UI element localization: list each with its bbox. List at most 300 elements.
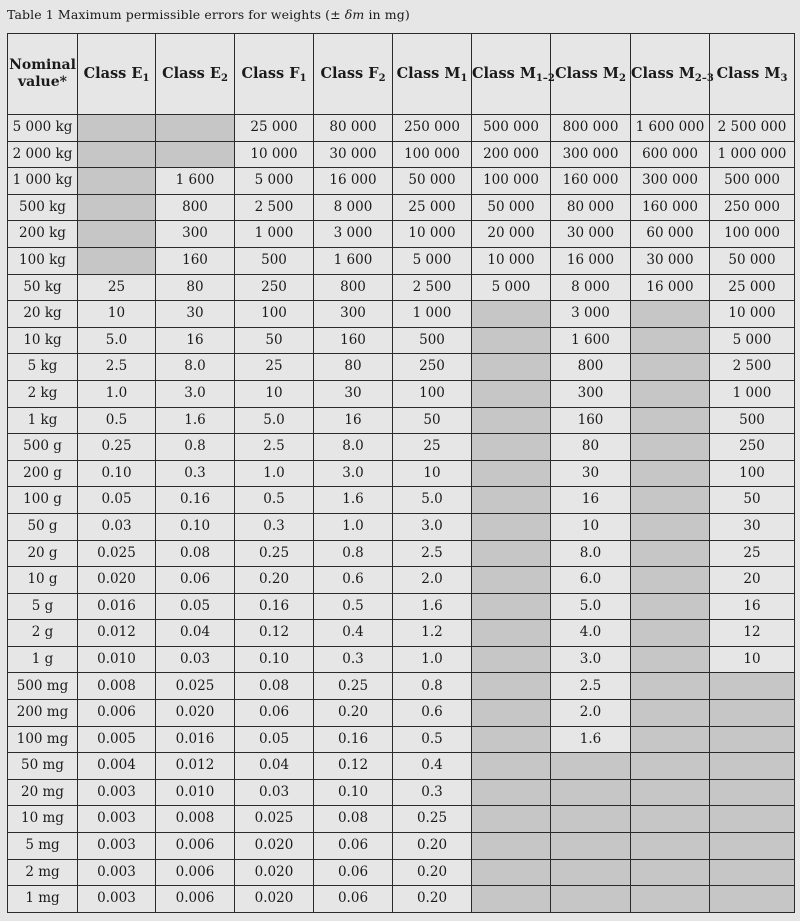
table-row [8, 247, 795, 274]
nominal-value-cell: 5 kg [8, 354, 78, 381]
table-row [8, 327, 795, 354]
mpe-cell: 1 000 [393, 301, 472, 328]
mpe-cell: 60 000 [631, 221, 710, 248]
mpe-cell: 8.0 [156, 354, 235, 381]
mpe-cell: 5 000 [710, 327, 795, 354]
nominal-value-cell: 1 kg [8, 407, 78, 434]
mpe-cell: 20 000 [472, 221, 551, 248]
mpe-cell: 20 [710, 567, 795, 594]
mpe-cell: 0.016 [156, 726, 235, 753]
mpe-cell: 300 [314, 301, 393, 328]
mpe-cell: 0.25 [393, 806, 472, 833]
not-applicable-cell [631, 434, 710, 461]
table-body [8, 115, 795, 913]
not-applicable-cell [472, 407, 551, 434]
mpe-cell: 250 000 [393, 115, 472, 142]
mpe-cell: 100 [393, 380, 472, 407]
mpe-cell: 25 000 [393, 194, 472, 221]
mpe-cell: 0.025 [235, 806, 314, 833]
not-applicable-cell [78, 221, 156, 248]
nominal-value-cell: 20 kg [8, 301, 78, 328]
mpe-cell: 0.3 [314, 646, 393, 673]
table-row [8, 274, 795, 301]
mpe-cell: 500 [393, 327, 472, 354]
not-applicable-cell [472, 673, 551, 700]
mpe-cell: 1.0 [393, 646, 472, 673]
mpe-cell: 160 [156, 247, 235, 274]
mpe-cell: 0.10 [314, 779, 393, 806]
table-row [8, 593, 795, 620]
mpe-cell: 100 000 [472, 168, 551, 195]
col-header-label: Class F [241, 64, 300, 82]
mpe-cell: 250 000 [710, 194, 795, 221]
mpe-cell: 0.010 [156, 779, 235, 806]
not-applicable-cell [631, 487, 710, 514]
nominal-value-cell: 500 kg [8, 194, 78, 221]
mpe-cell: 25 [710, 540, 795, 567]
mpe-cell: 0.012 [156, 753, 235, 780]
nominal-value-cell: 5 g [8, 593, 78, 620]
not-applicable-cell [472, 779, 551, 806]
table-row [8, 673, 795, 700]
table-row [8, 886, 795, 913]
mpe-cell: 80 000 [551, 194, 631, 221]
not-applicable-cell [631, 593, 710, 620]
not-applicable-cell [631, 327, 710, 354]
mpe-cell: 100 [235, 301, 314, 328]
mpe-cell: 250 [710, 434, 795, 461]
mpe-cell: 5 000 [472, 274, 551, 301]
nominal-value-cell: 50 mg [8, 753, 78, 780]
mpe-cell: 0.6 [314, 567, 393, 594]
mpe-cell: 0.005 [78, 726, 156, 753]
mpe-cell: 0.20 [393, 886, 472, 913]
caption-suffix: in mg) [364, 7, 410, 22]
not-applicable-cell [551, 753, 631, 780]
mpe-cell: 10 [393, 460, 472, 487]
not-applicable-cell [631, 779, 710, 806]
table-row [8, 620, 795, 647]
table-row [8, 380, 795, 407]
not-applicable-cell [472, 567, 551, 594]
not-applicable-cell [631, 726, 710, 753]
mpe-cell: 0.03 [156, 646, 235, 673]
mpe-cell: 80 [314, 354, 393, 381]
mpe-cell: 300 [156, 221, 235, 248]
mpe-cell: 50 [393, 407, 472, 434]
mpe-cell: 2.5 [393, 540, 472, 567]
mpe-cell: 1.6 [314, 487, 393, 514]
not-applicable-cell [631, 886, 710, 913]
not-applicable-cell [551, 833, 631, 860]
not-applicable-cell [631, 540, 710, 567]
mpe-cell: 16 [156, 327, 235, 354]
mpe-cell: 10 [710, 646, 795, 673]
not-applicable-cell [78, 194, 156, 221]
mpe-cell: 25 [393, 434, 472, 461]
mpe-cell: 16 [314, 407, 393, 434]
not-applicable-cell [631, 833, 710, 860]
nominal-value-cell: 20 mg [8, 779, 78, 806]
mpe-cell: 3 000 [551, 301, 631, 328]
not-applicable-cell [472, 593, 551, 620]
mpe-cell: 0.8 [393, 673, 472, 700]
mpe-cell: 300 000 [551, 141, 631, 168]
not-applicable-cell [472, 726, 551, 753]
mpe-cell: 5.0 [393, 487, 472, 514]
mpe-cell: 10 000 [710, 301, 795, 328]
col-header-subscript: 2–3 [694, 72, 714, 84]
mpe-cell: 0.25 [235, 540, 314, 567]
mpe-cell: 16 [710, 593, 795, 620]
mpe-cell: 50 [235, 327, 314, 354]
nominal-value-cell: 50 kg [8, 274, 78, 301]
mpe-cell: 16 000 [314, 168, 393, 195]
mpe-cell: 160 [314, 327, 393, 354]
col-header-label: Class M [631, 64, 695, 82]
mpe-cell: 5 000 [235, 168, 314, 195]
table-caption [7, 7, 410, 22]
mpe-cell: 0.004 [78, 753, 156, 780]
mpe-cell: 100 000 [710, 221, 795, 248]
table-row [8, 540, 795, 567]
col-header-label: Class M [472, 64, 536, 82]
not-applicable-cell [78, 141, 156, 168]
mpe-table [7, 33, 795, 913]
mpe-cell: 10 [78, 301, 156, 328]
mpe-cell: 0.006 [78, 700, 156, 727]
mpe-cell: 16 000 [551, 247, 631, 274]
not-applicable-cell [631, 407, 710, 434]
table-row [8, 726, 795, 753]
mpe-cell: 500 000 [472, 115, 551, 142]
mpe-cell: 1 600 [314, 247, 393, 274]
mpe-cell: 0.5 [78, 407, 156, 434]
table-row [8, 753, 795, 780]
mpe-cell: 2 500 [393, 274, 472, 301]
mpe-cell: 800 [314, 274, 393, 301]
not-applicable-cell [472, 859, 551, 886]
not-applicable-cell [631, 620, 710, 647]
mpe-cell: 250 [393, 354, 472, 381]
not-applicable-cell [631, 806, 710, 833]
mpe-cell: 1 000 [235, 221, 314, 248]
mpe-cell: 0.08 [156, 540, 235, 567]
not-applicable-cell [472, 354, 551, 381]
nominal-value-cell: 2 mg [8, 859, 78, 886]
mpe-cell: 0.20 [393, 833, 472, 860]
mpe-cell: 1 600 [551, 327, 631, 354]
nominal-value-cell: 1 mg [8, 886, 78, 913]
table-row [8, 806, 795, 833]
col-header-class-m2-3 [631, 34, 714, 115]
mpe-cell: 0.05 [156, 593, 235, 620]
not-applicable-cell [551, 806, 631, 833]
mpe-cell: 50 000 [710, 247, 795, 274]
mpe-cell: 50 000 [472, 194, 551, 221]
mpe-cell: 0.12 [314, 753, 393, 780]
mpe-cell: 8 000 [314, 194, 393, 221]
mpe-cell: 300 [551, 380, 631, 407]
not-applicable-cell [551, 859, 631, 886]
not-applicable-cell [472, 646, 551, 673]
mpe-cell: 10 000 [393, 221, 472, 248]
mpe-cell: 0.06 [314, 833, 393, 860]
mpe-cell: 0.20 [235, 567, 314, 594]
mpe-cell: 0.003 [78, 859, 156, 886]
mpe-cell: 1 000 000 [710, 141, 795, 168]
not-applicable-cell [631, 301, 710, 328]
mpe-cell: 0.20 [393, 859, 472, 886]
mpe-cell: 1.6 [156, 407, 235, 434]
mpe-cell: 0.05 [78, 487, 156, 514]
mpe-cell: 2.0 [393, 567, 472, 594]
mpe-cell: 30 000 [314, 141, 393, 168]
nominal-value-cell: 200 g [8, 460, 78, 487]
mpe-cell: 12 [710, 620, 795, 647]
col-header-label: Class F [320, 64, 379, 82]
mpe-cell: 80 [551, 434, 631, 461]
col-header-subscript: 2 [618, 72, 626, 84]
mpe-cell: 1.6 [551, 726, 631, 753]
table-row [8, 407, 795, 434]
table-row [8, 460, 795, 487]
mpe-cell: 2 500 [235, 194, 314, 221]
nominal-value-cell: 100 mg [8, 726, 78, 753]
col-header-label: Class M [716, 64, 781, 82]
mpe-cell: 0.10 [235, 646, 314, 673]
nominal-value-cell: 2 g [8, 620, 78, 647]
mpe-cell: 0.025 [156, 673, 235, 700]
table-row [8, 779, 795, 806]
mpe-cell: 30 [551, 460, 631, 487]
mpe-cell: 0.006 [156, 886, 235, 913]
mpe-cell: 0.05 [235, 726, 314, 753]
nominal-value-cell: 50 g [8, 513, 78, 540]
mpe-cell: 0.006 [156, 833, 235, 860]
nominal-value-cell: 2 000 kg [8, 141, 78, 168]
not-applicable-cell [631, 567, 710, 594]
mpe-cell: 3.0 [156, 380, 235, 407]
mpe-cell: 0.06 [156, 567, 235, 594]
nominal-value-cell: 5 mg [8, 833, 78, 860]
not-applicable-cell [551, 886, 631, 913]
not-applicable-cell [631, 673, 710, 700]
mpe-cell: 500 000 [710, 168, 795, 195]
mpe-cell: 1 000 [710, 380, 795, 407]
not-applicable-cell [472, 434, 551, 461]
mpe-cell: 3.0 [393, 513, 472, 540]
mpe-cell: 30 [156, 301, 235, 328]
mpe-cell: 0.020 [78, 567, 156, 594]
not-applicable-cell [472, 753, 551, 780]
not-applicable-cell [631, 646, 710, 673]
mpe-cell: 30 000 [631, 247, 710, 274]
mpe-cell: 0.8 [156, 434, 235, 461]
mpe-cell: 160 000 [551, 168, 631, 195]
not-applicable-cell [631, 460, 710, 487]
not-applicable-cell [472, 513, 551, 540]
mpe-cell: 25 [235, 354, 314, 381]
mpe-cell: 2.5 [551, 673, 631, 700]
col-header-class-e2 [156, 34, 235, 115]
mpe-cell: 16 [551, 487, 631, 514]
not-applicable-cell [472, 380, 551, 407]
mpe-cell: 2 500 000 [710, 115, 795, 142]
nominal-value-cell: 200 kg [8, 221, 78, 248]
mpe-cell: 10 000 [235, 141, 314, 168]
mpe-cell: 100 [710, 460, 795, 487]
not-applicable-cell [631, 753, 710, 780]
mpe-cell: 0.003 [78, 779, 156, 806]
mpe-cell: 1.2 [393, 620, 472, 647]
table-row [8, 168, 795, 195]
not-applicable-cell [710, 700, 795, 727]
mpe-cell: 2.0 [551, 700, 631, 727]
mpe-cell: 300 000 [631, 168, 710, 195]
mpe-cell: 0.020 [235, 833, 314, 860]
mpe-cell: 800 [551, 354, 631, 381]
caption-symbol: δm [344, 7, 365, 22]
col-header-label: Nominal value* [9, 57, 76, 90]
col-header-label: Class M [555, 64, 619, 82]
col-header-subscript: 2 [220, 72, 228, 84]
table-row [8, 301, 795, 328]
mpe-cell: 0.016 [78, 593, 156, 620]
not-applicable-cell [710, 779, 795, 806]
table-row [8, 141, 795, 168]
mpe-cell: 0.16 [156, 487, 235, 514]
header-row [8, 34, 795, 115]
mpe-cell: 80 000 [314, 115, 393, 142]
col-header-subscript: 1 [299, 72, 307, 84]
mpe-cell: 0.020 [235, 886, 314, 913]
nominal-value-cell: 200 mg [8, 700, 78, 727]
mpe-cell: 0.008 [156, 806, 235, 833]
mpe-cell: 50 [710, 487, 795, 514]
mpe-cell: 100 000 [393, 141, 472, 168]
col-header-class-e1 [78, 34, 156, 115]
mpe-cell: 0.5 [314, 593, 393, 620]
col-header-label: Class E [162, 64, 221, 82]
not-applicable-cell [710, 886, 795, 913]
table-row [8, 646, 795, 673]
table-row [8, 354, 795, 381]
mpe-cell: 50 000 [393, 168, 472, 195]
mpe-cell: 0.06 [314, 859, 393, 886]
col-header-nominal [8, 34, 78, 115]
mpe-cell: 8 000 [551, 274, 631, 301]
not-applicable-cell [551, 779, 631, 806]
mpe-cell: 1.0 [235, 460, 314, 487]
mpe-cell: 25 000 [710, 274, 795, 301]
not-applicable-cell [710, 753, 795, 780]
mpe-cell: 0.020 [156, 700, 235, 727]
col-header-subscript: 2 [378, 72, 386, 84]
mpe-cell: 0.20 [314, 700, 393, 727]
table-row [8, 434, 795, 461]
not-applicable-cell [472, 620, 551, 647]
mpe-cell: 0.003 [78, 806, 156, 833]
mpe-cell: 0.4 [314, 620, 393, 647]
mpe-cell: 0.3 [156, 460, 235, 487]
nominal-value-cell: 500 g [8, 434, 78, 461]
mpe-cell: 2 500 [710, 354, 795, 381]
nominal-value-cell: 10 kg [8, 327, 78, 354]
mpe-cell: 250 [235, 274, 314, 301]
mpe-cell: 0.06 [235, 700, 314, 727]
mpe-cell: 4.0 [551, 620, 631, 647]
not-applicable-cell [472, 833, 551, 860]
not-applicable-cell [78, 247, 156, 274]
mpe-cell: 25 [78, 274, 156, 301]
table-row [8, 567, 795, 594]
mpe-cell: 10 [551, 513, 631, 540]
mpe-cell: 3.0 [551, 646, 631, 673]
col-header-class-f2 [314, 34, 393, 115]
mpe-cell: 1 600 000 [631, 115, 710, 142]
col-header-class-m3 [710, 34, 795, 115]
mpe-cell: 500 [235, 247, 314, 274]
mpe-cell: 200 000 [472, 141, 551, 168]
not-applicable-cell [472, 460, 551, 487]
mpe-cell: 0.04 [156, 620, 235, 647]
mpe-cell: 8.0 [551, 540, 631, 567]
mpe-cell: 5.0 [78, 327, 156, 354]
col-header-class-m1-2 [472, 34, 555, 115]
mpe-cell: 800 [156, 194, 235, 221]
mpe-cell: 3.0 [314, 460, 393, 487]
mpe-cell: 0.6 [393, 700, 472, 727]
mpe-cell: 0.025 [78, 540, 156, 567]
col-header-class-m1 [393, 34, 472, 115]
table-row [8, 833, 795, 860]
not-applicable-cell [710, 726, 795, 753]
mpe-cell: 0.03 [235, 779, 314, 806]
nominal-value-cell: 100 g [8, 487, 78, 514]
not-applicable-cell [472, 487, 551, 514]
mpe-cell: 0.020 [235, 859, 314, 886]
mpe-cell: 0.10 [78, 460, 156, 487]
mpe-cell: 0.25 [314, 673, 393, 700]
col-header-class-m2 [551, 34, 631, 115]
mpe-cell: 1 600 [156, 168, 235, 195]
table-row [8, 194, 795, 221]
mpe-cell: 0.10 [156, 513, 235, 540]
not-applicable-cell [156, 115, 235, 142]
mpe-cell: 0.010 [78, 646, 156, 673]
mpe-cell: 0.003 [78, 886, 156, 913]
mpe-cell: 0.08 [235, 673, 314, 700]
col-header-label: Class M [396, 64, 461, 82]
mpe-cell: 30 [314, 380, 393, 407]
not-applicable-cell [631, 859, 710, 886]
table-row [8, 221, 795, 248]
mpe-cell: 5 000 [393, 247, 472, 274]
mpe-cell: 0.5 [393, 726, 472, 753]
nominal-value-cell: 10 g [8, 567, 78, 594]
caption-prefix: Table 1 Maximum permissible errors for weights (± [7, 7, 345, 22]
col-header-subscript: 3 [780, 72, 788, 84]
mpe-cell: 160 000 [631, 194, 710, 221]
mpe-cell: 0.16 [314, 726, 393, 753]
nominal-value-cell: 500 mg [8, 673, 78, 700]
mpe-cell: 2.5 [78, 354, 156, 381]
not-applicable-cell [472, 327, 551, 354]
col-header-class-f1 [235, 34, 314, 115]
not-applicable-cell [472, 540, 551, 567]
not-applicable-cell [78, 168, 156, 195]
